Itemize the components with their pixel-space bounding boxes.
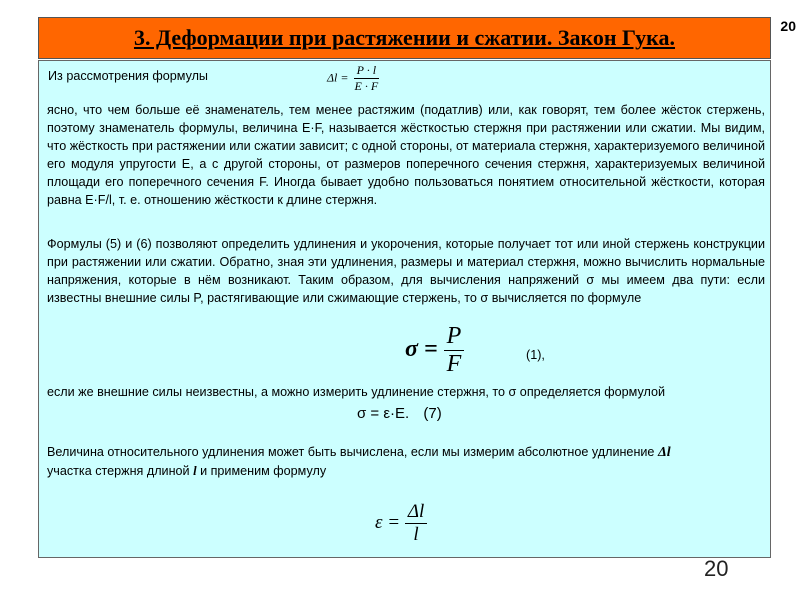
- paragraph-unknown-forces: если же внешние силы неизвестны, а можно измерить удлинение стержня, то σ определяется формулой: [47, 385, 666, 399]
- formula-sigma: [405, 323, 464, 378]
- content-panel: [38, 60, 771, 558]
- relative-elongation-text-1: Величина относительного удлинения может быть вычислена, если мы измерим абсолютное удлинение: [47, 445, 658, 459]
- paragraph-stress-paths: Формулы (5) и (6) позволяют определить удлинения и укорочения, которые получает тот или иной стержень конструкции при растяжении или сжатии. Обратно, зная эти удлинения, размеры и материал стержня, можно вычислить нормальные напряжения, которые в нём возникают. Таким образом, для вычисления напряжений σ мы имеем два пути: если известны внешние силы P, растягивающие или сжимающие стержень, то σ вычисляется по формуле: [47, 237, 765, 305]
- intro-text: Из рассмотрения формулы: [48, 69, 208, 83]
- paragraph-stiffness: ясно, что чем больше её знаменатель, тем менее растяжим (податлив) или, как говорят, тем более жёсток стержень, поэтому знаменатель формулы, величина E·F, называется жёсткостью стержня при растяжении или сжатии. Мы видим, что жёсткость при растяжении или сжатии зависит; с одной стороны, от материала стержня, характеризуемого величиной его модуля упругости Е, а с другой стороны, от размеров поперечного сечения стержня, характеризуемых величиной площади его поперечного сечения F. Иногда бывает удобно пользоваться понятием относительной жёсткости, которая равна E·F/l, т. е. отношению жёсткости к длине стержня.: [47, 103, 765, 207]
- formula-delta-l-lhs: Δl =: [327, 70, 349, 85]
- formula-sigma-epsilon: [357, 405, 442, 422]
- formula-sigma-epsilon-expr: σ = ε·E.: [357, 405, 410, 422]
- formula-delta-l-denominator: E · F: [354, 79, 379, 93]
- paragraph-relative-elongation: [47, 443, 765, 480]
- formula-sigma-epsilon-label: (7): [423, 405, 442, 422]
- title-banner: [38, 17, 771, 59]
- formula-sigma-lhs: σ =: [405, 336, 438, 363]
- delta-l-symbol: Δl: [657, 445, 671, 460]
- formula-sigma-numerator: P: [444, 323, 465, 351]
- relative-elongation-text-2: участка стержня длиной: [47, 464, 194, 478]
- formula-delta-l-fraction: [351, 63, 381, 94]
- formula-epsilon-denominator: l: [413, 524, 419, 545]
- formula-delta-l-numerator: P · l: [354, 63, 379, 79]
- slide-title: 3. Деформации при растяжении и сжатии. Закон Гука.: [133, 25, 676, 50]
- formula-sigma-denominator: F: [446, 351, 462, 377]
- formula-sigma-label: (1),: [526, 348, 545, 362]
- formula-epsilon: [375, 501, 427, 546]
- formula-epsilon-lhs: ε =: [375, 511, 401, 533]
- corner-slide-number: 20: [780, 18, 796, 34]
- relative-elongation-text-3: и применим формулу: [196, 464, 327, 478]
- formula-epsilon-numerator: Δl: [405, 501, 427, 524]
- l-symbol: l: [193, 464, 197, 478]
- page-number: 20: [704, 556, 729, 581]
- formula-delta-l: [327, 63, 381, 94]
- formula-sigma-fraction: [444, 323, 465, 378]
- formula-epsilon-fraction: [405, 501, 427, 546]
